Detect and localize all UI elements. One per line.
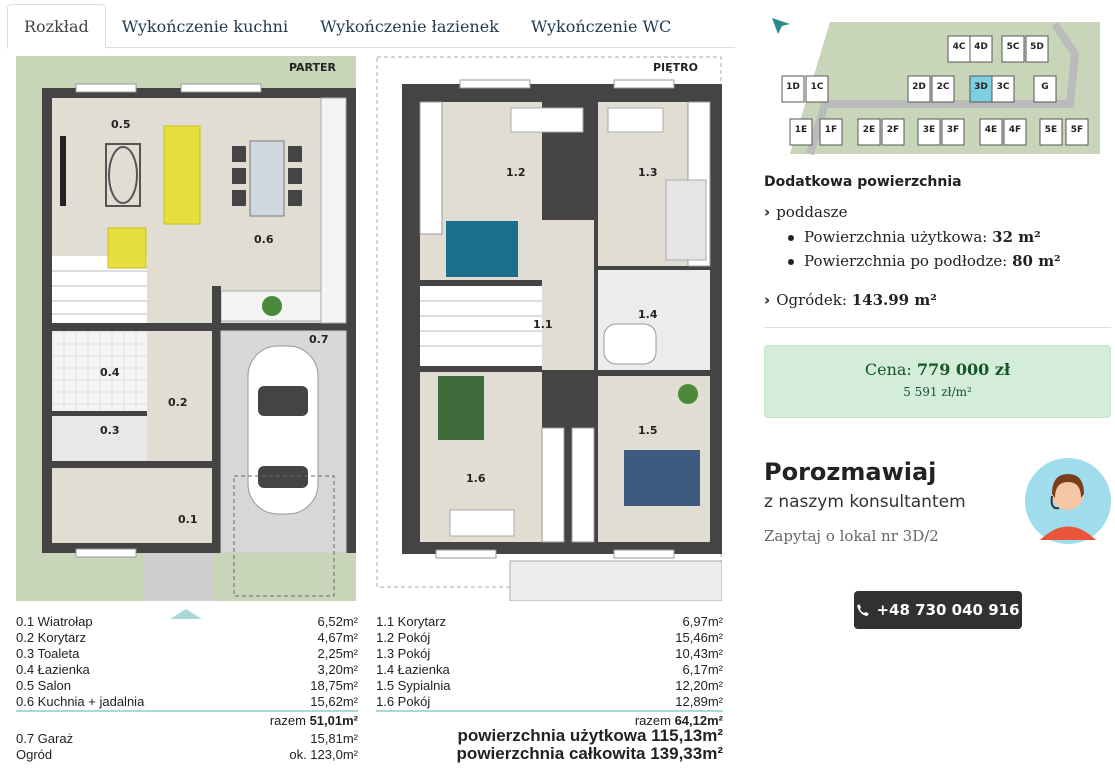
room-label-0-7: 0.7 xyxy=(309,333,329,346)
room-label-0-1: 0.1 xyxy=(178,513,198,526)
site-map-unit-label: 2D xyxy=(912,82,926,92)
attic-usable-value: 32 m² xyxy=(992,228,1041,246)
attic-usable-label: Powierzchnia użytkowa: xyxy=(804,228,988,246)
tab-bar xyxy=(7,4,735,48)
site-map-unit-label: 4D xyxy=(974,42,988,52)
room-name: 0.7 Garaż xyxy=(16,731,74,746)
site-map[interactable] xyxy=(770,14,1100,162)
room-name: 1.5 Sypialnia xyxy=(376,678,451,693)
upper-floor-room-table xyxy=(376,614,723,727)
site-map-unit-3c[interactable] xyxy=(992,76,1014,102)
upper-floor-plan xyxy=(376,56,722,601)
contact-subtitle: z naszym konsultantem xyxy=(764,492,966,512)
attic-floor-value: 80 m² xyxy=(1012,252,1061,270)
tab-bathroom-finish[interactable]: Wykończenie łazienek xyxy=(320,16,499,36)
site-map-unit-5d[interactable] xyxy=(1026,36,1048,62)
room-label-0-2: 0.2 xyxy=(168,396,188,409)
site-map-unit-label: 4E xyxy=(984,125,998,135)
room-area: ok. 123,0m² xyxy=(289,747,358,762)
site-map-unit-label: 3D xyxy=(974,82,988,92)
site-map-unit-5c[interactable] xyxy=(1002,36,1024,62)
site-map-unit-3e[interactable] xyxy=(918,119,940,145)
sum-prefix: razem xyxy=(269,713,306,728)
consultant-avatar xyxy=(1025,458,1111,544)
site-map-unit-2f[interactable] xyxy=(882,119,904,145)
room-area: 6,52m² xyxy=(317,614,358,629)
chevron-right-icon: › xyxy=(764,291,771,309)
site-map-unit-label: 3F xyxy=(946,125,960,135)
phone-icon xyxy=(856,603,870,617)
phone-number: +48 730 040 916 xyxy=(876,601,1020,619)
room-area: 15,46m² xyxy=(675,630,723,645)
site-map-unit-4c[interactable] xyxy=(948,36,970,62)
room-label-0-4: 0.4 xyxy=(100,366,120,379)
room-label-1-4: 1.4 xyxy=(638,308,658,321)
room-name: 1.1 Korytarz xyxy=(376,614,447,629)
upper-floor-label: PIĘTRO xyxy=(653,61,698,74)
room-name: Ogród xyxy=(16,747,53,762)
table-row xyxy=(376,614,723,630)
room-label-1-2: 1.2 xyxy=(506,166,526,179)
room-area: 15,81m² xyxy=(310,731,358,746)
site-map-unit-label: 2C xyxy=(936,82,950,92)
site-map-unit-3f[interactable] xyxy=(942,119,964,145)
site-map-drawing xyxy=(770,14,1100,162)
room-name: 1.4 Łazienka xyxy=(376,662,450,677)
site-map-unit-2c[interactable] xyxy=(932,76,954,102)
ground-floor-drawing xyxy=(16,56,356,601)
table-row xyxy=(16,678,358,694)
room-area: 18,75m² xyxy=(310,678,358,693)
upper-floor-drawing xyxy=(376,56,722,601)
attic-label: poddasze xyxy=(776,203,848,221)
site-map-unit-1d[interactable] xyxy=(782,76,804,102)
site-map-unit-1c[interactable] xyxy=(806,76,828,102)
site-map-unit-label: 5F xyxy=(1070,125,1084,135)
price-value: 779 000 zł xyxy=(916,360,1011,379)
room-label-1-5: 1.5 xyxy=(638,424,658,437)
compass-icon xyxy=(770,14,792,36)
room-label-1-6: 1.6 xyxy=(466,472,486,485)
table-row xyxy=(16,731,358,747)
site-map-unit-label: 5C xyxy=(1006,42,1020,52)
site-map-unit-2e[interactable] xyxy=(858,119,880,145)
contact-ask: Zapytaj o lokal nr 3D/2 xyxy=(764,527,939,545)
room-name: 0.4 Łazienka xyxy=(16,662,90,677)
site-map-unit-3d[interactable] xyxy=(970,76,992,102)
room-area: 2,25m² xyxy=(317,646,358,661)
room-name: 0.3 Toaleta xyxy=(16,646,80,661)
divider xyxy=(764,327,1111,328)
price-per-m2: 5 591 zł/m² xyxy=(903,385,972,399)
site-map-unit-label: 1D xyxy=(786,82,800,92)
table-row xyxy=(16,747,358,763)
extra-area-title: Dodatkowa powierzchnia xyxy=(764,174,962,190)
site-map-unit-label: 2F xyxy=(886,125,900,135)
usable-area-total: powierzchnia użytkowa 115,13m² xyxy=(457,726,723,745)
table-row xyxy=(16,694,358,710)
room-area: 12,89m² xyxy=(675,694,723,709)
site-map-unit-4d[interactable] xyxy=(970,36,992,62)
room-label-0-6: 0.6 xyxy=(254,233,274,246)
ground-floor-room-table xyxy=(16,614,358,763)
attic-usable-item xyxy=(788,228,1041,246)
room-area: 6,17m² xyxy=(682,662,723,677)
contact-title: Porozmawiaj xyxy=(764,458,937,486)
room-name: 1.3 Pokój xyxy=(376,646,431,661)
price-main xyxy=(765,360,1110,379)
price-box xyxy=(764,345,1111,418)
room-area: 12,20m² xyxy=(675,678,723,693)
ground-floor-sum xyxy=(16,710,358,727)
site-map-unit-5f[interactable] xyxy=(1066,119,1088,145)
bullet-icon xyxy=(788,259,794,265)
site-map-unit-1e[interactable] xyxy=(790,119,812,145)
call-button[interactable] xyxy=(854,591,1022,629)
total-area-total: powierzchnia całkowita 139,33m² xyxy=(456,744,723,763)
garden-value: 143.99 m² xyxy=(851,291,937,309)
garden-item xyxy=(764,291,937,309)
site-map-unit-4f[interactable] xyxy=(1004,119,1026,145)
site-map-unit-g[interactable] xyxy=(1034,76,1056,102)
room-name: 0.5 Salon xyxy=(16,678,71,693)
sum-prefix: razem xyxy=(634,713,671,728)
site-map-unit-label: 2E xyxy=(862,125,876,135)
site-map-unit-label: 1E xyxy=(794,125,808,135)
room-label-0-5: 0.5 xyxy=(111,118,131,131)
room-label-0-3: 0.3 xyxy=(100,424,120,437)
room-name: 1.2 Pokój xyxy=(376,630,431,645)
site-map-unit-2d[interactable] xyxy=(908,76,930,102)
tab-kitchen-finish[interactable]: Wykończenie kuchni xyxy=(121,16,289,36)
table-row xyxy=(16,646,358,662)
room-area: 15,62m² xyxy=(310,694,358,709)
sum-value: 51,01m² xyxy=(309,713,358,728)
table-row xyxy=(376,694,723,710)
site-map-unit-label: 1C xyxy=(810,82,824,92)
site-map-unit-5e[interactable] xyxy=(1040,119,1062,145)
ground-floor-plan xyxy=(16,56,356,601)
site-map-unit-label: 4C xyxy=(952,42,966,52)
tab-rozklad[interactable]: Rozkład xyxy=(7,4,106,49)
attic-floor-item xyxy=(788,252,1061,270)
chevron-right-icon: › xyxy=(764,203,771,221)
site-map-unit-label: 5D xyxy=(1030,42,1044,52)
table-row xyxy=(16,630,358,646)
table-row xyxy=(376,678,723,694)
tab-wc-finish[interactable]: Wykończenie WC xyxy=(530,16,672,36)
house-totals xyxy=(376,727,723,763)
bullet-icon xyxy=(788,235,794,241)
site-map-unit-label: 5E xyxy=(1044,125,1058,135)
room-area: 10,43m² xyxy=(675,646,723,661)
site-map-unit-4e[interactable] xyxy=(980,119,1002,145)
table-row xyxy=(376,630,723,646)
table-row xyxy=(376,646,723,662)
table-row xyxy=(16,614,358,630)
room-area: 3,20m² xyxy=(317,662,358,677)
room-label-1-3: 1.3 xyxy=(638,166,658,179)
site-map-unit-label: 3E xyxy=(922,125,936,135)
attic-item xyxy=(764,203,847,221)
price-label: Cena: xyxy=(864,360,912,379)
site-map-unit-label: 4F xyxy=(1008,125,1022,135)
room-area: 4,67m² xyxy=(317,630,358,645)
table-row xyxy=(16,662,358,678)
room-name: 0.6 Kuchnia + jadalnia xyxy=(16,694,145,709)
room-label-1-1: 1.1 xyxy=(533,318,553,331)
sum-value: 64,12m² xyxy=(674,713,723,728)
room-name: 0.2 Korytarz xyxy=(16,630,87,645)
site-map-unit-label: G xyxy=(1041,82,1049,92)
attic-floor-label: Powierzchnia po podłodze: xyxy=(804,252,1008,270)
room-name: 1.6 Pokój xyxy=(376,694,431,709)
site-map-unit-label: 1F xyxy=(824,125,838,135)
garden-label: Ogródek: xyxy=(776,291,847,309)
site-map-unit-1f[interactable] xyxy=(820,119,842,145)
site-map-unit-label: 3C xyxy=(996,82,1010,92)
table-row xyxy=(376,662,723,678)
upper-floor-sum xyxy=(376,710,723,727)
room-area: 6,97m² xyxy=(682,614,723,629)
room-name: 0.1 Wiatrołap xyxy=(16,614,93,629)
ground-floor-label: PARTER xyxy=(288,61,336,74)
